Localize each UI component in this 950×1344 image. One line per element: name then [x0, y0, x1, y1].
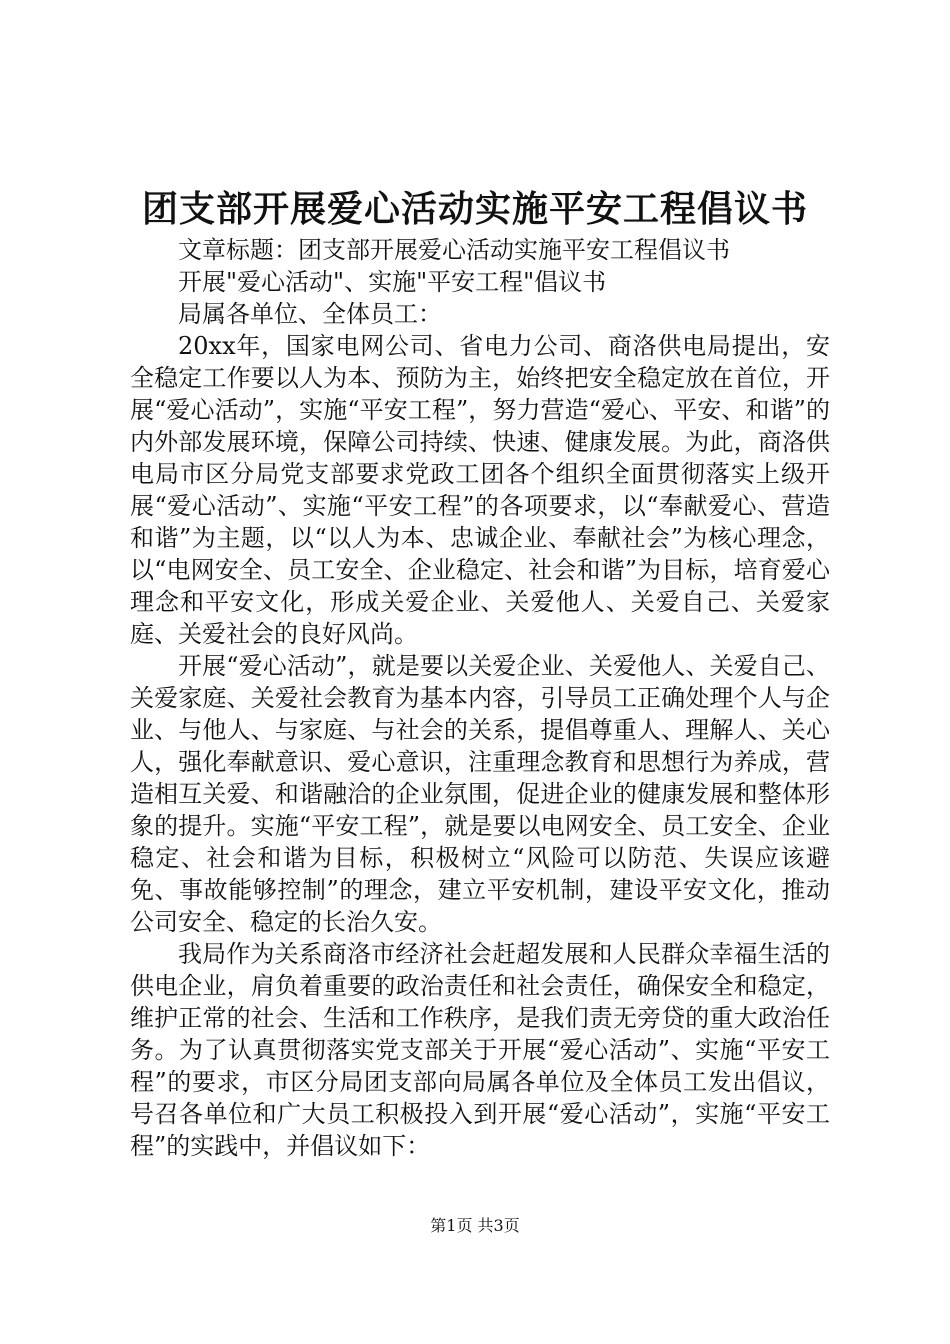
page-footer: 第1页 共3页 — [430, 1216, 520, 1235]
document-body — [130, 234, 830, 1162]
article-title-line: 文章标题：团支部开展爱心活动实施平安工程倡议书 — [178, 236, 730, 264]
proposal-heading-line: 开展"爱心活动"、实施"平安工程"倡议书 — [178, 268, 607, 296]
body-paragraph: 开展“爱心活动”，就是要以关爱企业、关爱他人、关爱自己、关爱家庭、关爱社会教育为基本内容，引导员工正确处理个人与企业、与他人、与家庭、与社会的关系，提倡尊重人、理解人、关心人，强化奉献意识、爱心意识，注重理念教育和思想行为养成，营造相互关爱、和谐融洽的企业氛围，促进企业的健康发展和整体形象的提升。实施“平安工程”，就是要以电网安全、员工安全、企业稳定、社会和谐为目标，积极树立“风险可以防范、失误应该避免、事故能够控制”的理念，建立平安机制，建设平安文化，推动公司安全、稳定的长治久安。 — [130, 652, 830, 936]
body-paragraph: 我局作为关系商洛市经济社会赶超发展和人民群众幸福生活的供电企业，肩负着重要的政治责任和社会责任，确保安全和稳定，维护正常的社会、生活和工作秩序，是我们责无旁贷的重大政治任务。为了认真贯彻落实党支部关于开展“爱心活动”、实施“平安工程”的要求，市区分局团支部向局属各单位及全体员工发出倡议，号召各单位和广大员工积极投入到开展“爱心活动”，实施“平安工程”的实践中，并倡议如下： — [130, 940, 830, 1160]
salutation-line: 局属各单位、全体员工： — [178, 300, 442, 328]
body-paragraph: 20xx年，国家电网公司、省电力公司、商洛供电局提出，安全稳定工作要以人为本、预防为主，始终把安全稳定放在首位，开展“爱心活动”，实施“平安工程”，努力营造“爱心、平安、和谐”的内外部发展环境，保障公司持续、快速、健康发展。为此，商洛供电局市区分局党支部要求党政工团各个组织全面贯彻落实上级开展“爱心活动”、实施“平安工程”的各项要求，以“奉献爱心、营造和谐”为主题，以“以人为本、忠诚企业、奉献社会”为核心理念，以“电网安全、员工安全、企业稳定、社会和谐”为目标，培育爱心理念和平安文化，形成关爱企业、关爱他人、关爱自己、关爱家庭、关爱社会的良好风尚。 — [130, 332, 830, 648]
document-title: 团支部开展爱心活动实施平安工程倡议书 — [141, 188, 808, 230]
